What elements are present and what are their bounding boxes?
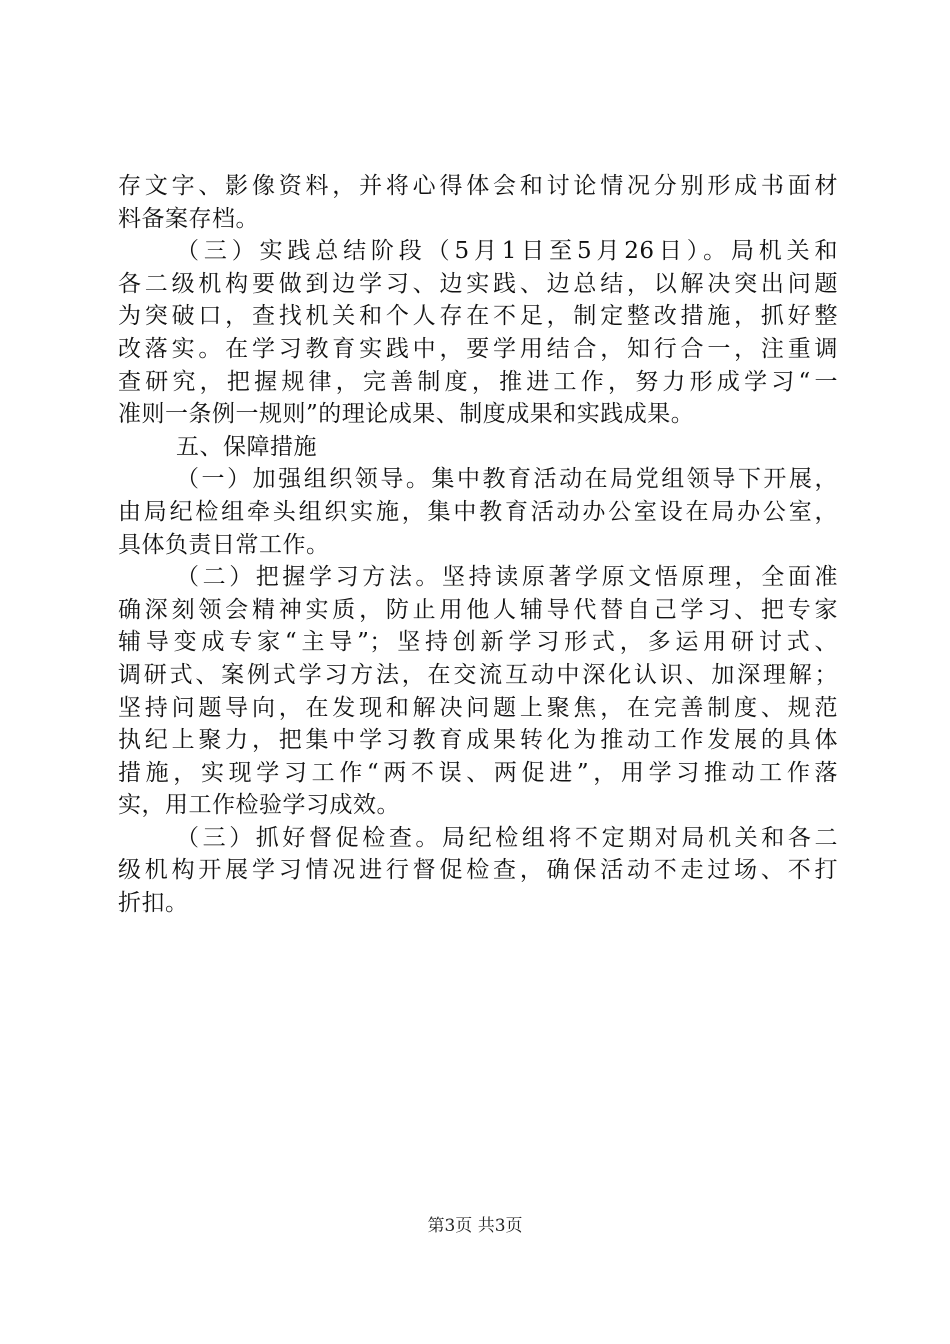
text-line: 折扣。 — [118, 890, 189, 917]
text-line: 调研式、案例式学习方法，在交流互动中深化认识、加深理解； — [118, 661, 838, 688]
text-line: 料备案存档。 — [118, 205, 259, 232]
text-line: 准则一条例一规则”的理论成果、制度成果和实践成果。 — [118, 401, 695, 428]
document-body — [118, 170, 838, 920]
text-line: 实，用工作检验学习成效。 — [118, 792, 400, 819]
text-line: 措施，实现学习工作“两不误、两促进”，用学习推动工作落 — [118, 759, 838, 786]
text-line: （二）把握学习方法。坚持读原著学原文悟原理，全面准 — [176, 564, 838, 591]
text-line: 具体负责日常工作。 — [118, 531, 330, 558]
text-line: （一）加强组织领导。集中教育活动在局党组领导下开展， — [176, 466, 838, 493]
text-line: 坚持问题导向，在发现和解决问题上聚焦，在完善制度、规范 — [118, 694, 838, 721]
text-line: 为突破口，查找机关和个人存在不足，制定整改措施，抓好整 — [118, 303, 838, 330]
section-heading: 五、保障措施 — [176, 433, 317, 460]
text-line: 执纪上聚力，把集中学习教育成果转化为推动工作发展的具体 — [118, 727, 838, 754]
text-line: 查研究，把握规律，完善制度，推进工作，努力形成学习“一 — [118, 368, 838, 395]
text-line: （三）抓好督促检查。局纪检组将不定期对局机关和各二 — [176, 824, 838, 851]
text-line: 存文字、影像资料，并将心得体会和讨论情况分别形成书面材 — [118, 173, 838, 199]
text-line: 辅导变成专家“主导”；坚持创新学习形式，多运用研讨式、 — [118, 629, 838, 656]
text-line: 由局纪检组牵头组织实施，集中教育活动办公室设在局办公室， — [118, 498, 838, 525]
page-footer: 第3页 共3页 — [427, 1216, 523, 1236]
text-line: 级机构开展学习情况进行督促检查，确保活动不走过场、不打 — [118, 857, 838, 884]
text-line: （三）实践总结阶段（5月1日至5月26日）。局机关和 — [176, 238, 838, 265]
text-line: 各二级机构要做到边学习、边实践、边总结，以解决突出问题 — [118, 270, 838, 297]
text-line: 确深刻领会精神实质，防止用他人辅导代替自己学习、把专家 — [118, 596, 838, 623]
text-line: 改落实。在学习教育实践中，要学用结合，知行合一，注重调 — [118, 335, 838, 362]
